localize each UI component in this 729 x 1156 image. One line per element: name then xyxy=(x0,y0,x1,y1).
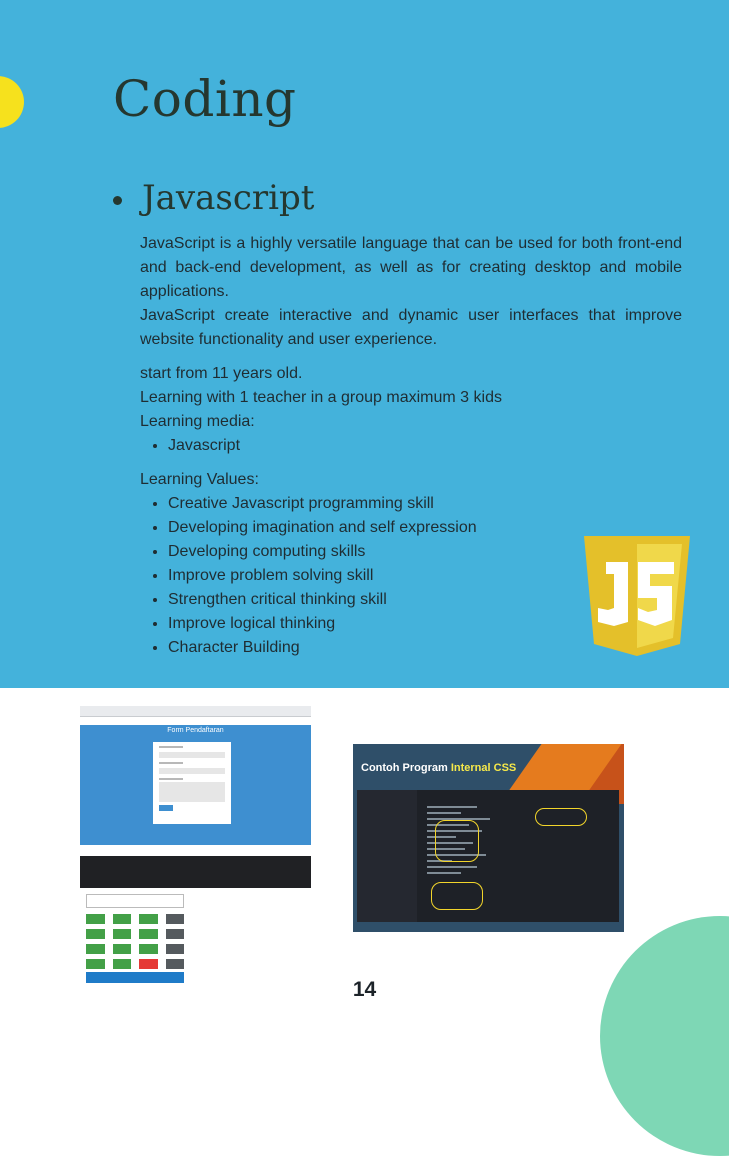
description-paragraph-1: JavaScript is a highly versatile language that can be used for both front-end and back-end development, as well as for creating desktop and mobile applications. xyxy=(140,235,682,300)
form-screenshot-title: Form Pendaftaran xyxy=(167,727,224,734)
learning-media-list xyxy=(140,434,682,458)
javascript-logo-icon xyxy=(584,536,690,656)
age-line: start from 11 years old. xyxy=(140,365,303,382)
list-item: • Improve problem solving skill xyxy=(168,564,682,588)
form-card xyxy=(153,742,231,824)
list-item: • Developing imagination and self expression xyxy=(168,516,682,540)
list-item: • Character Building xyxy=(168,636,682,660)
list-item: • Javascript xyxy=(168,434,682,458)
description-paragraph-2: JavaScript create interactive and dynamic user interfaces that improve website functionality and user experience. xyxy=(140,307,682,348)
form-screenshot xyxy=(80,706,311,845)
page-title: Coding xyxy=(113,70,297,128)
page-subtitle: Javascript xyxy=(142,178,315,218)
list-item: • Improve logical thinking xyxy=(168,612,682,636)
list-item: • Creative Javascript programming skill xyxy=(168,492,682,516)
decorative-green-circle xyxy=(600,916,729,1156)
list-item: • Strengthen critical thinking skill xyxy=(168,588,682,612)
teacher-line: Learning with 1 teacher in a group maximum 3 kids xyxy=(140,389,502,406)
page-number: 14 xyxy=(352,978,377,1001)
subtitle-bullet xyxy=(113,196,122,205)
list-item: • Developing computing skills xyxy=(168,540,682,564)
decorative-yellow-circle xyxy=(0,76,24,128)
code-editor-screenshot xyxy=(353,744,624,932)
learning-media-label: Learning media: xyxy=(140,413,255,430)
learning-values-label: Learning Values: xyxy=(140,471,259,488)
calculator-screenshot xyxy=(80,856,311,988)
code-screenshot-caption: Contoh Program Internal CSS xyxy=(361,762,517,774)
